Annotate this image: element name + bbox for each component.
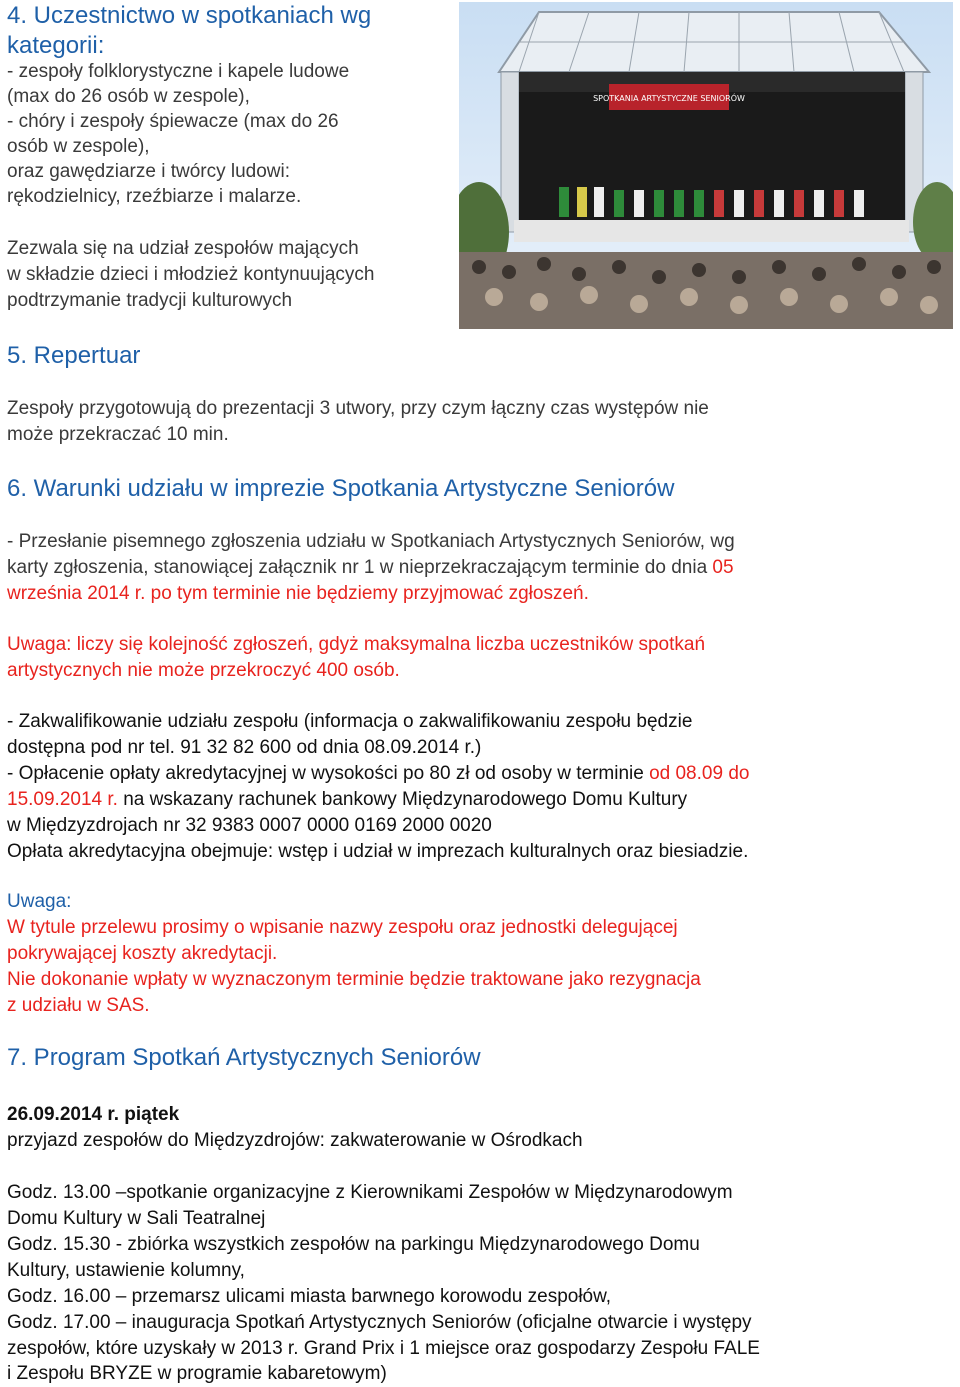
section4-line: oraz gawędziarze i twórcy ludowi: — [7, 161, 291, 182]
uwaga-title: Uwaga: — [7, 891, 72, 912]
bank-account-line: w Międzyzdrojach nr 32 9383 0007 0000 0169 2000 0020 — [7, 815, 492, 836]
section6-paragraph-line — [7, 787, 687, 813]
section6-heading: 6. Warunki udziału w imprezie Spotkania Artystyczne Seniorów — [7, 475, 675, 502]
section7-heading: 7. Program Spotkań Artystycznych Seniorów — [7, 1044, 481, 1071]
section4-note-line: podtrzymanie tradycji kulturowych — [7, 290, 293, 311]
uwaga-limit-line: Uwaga: liczy się kolejność zgłoszeń, gdyż maksymalna liczba uczestników spotkań — [7, 634, 706, 655]
section6-paragraph-line: Opłata akredytacyjna obejmuje: wstęp i udział w imprezach kulturalnych oraz biesiadzie. — [7, 841, 749, 862]
payment-period: od 08.09 do — [649, 763, 750, 784]
section4-line: (max do 26 osób w zespole), — [7, 86, 250, 107]
section5-line: może przekraczać 10 min. — [7, 424, 229, 445]
section4-line: - zespoły folklorystyczne i kapele ludowe — [7, 61, 350, 82]
section4-note-line: Zezwala się na udział zespołów mających — [7, 238, 359, 259]
concert-stage-photo — [459, 2, 953, 329]
section4-note-line: w składzie dzieci i młodzież kontynuujących — [7, 264, 375, 285]
uwaga-line: Nie dokonanie wpłaty w wyznaczonym terminie będzie traktowane jako rezygnacja — [7, 969, 701, 990]
deadline-warning: września 2014 r. po tym terminie nie będziemy przyjmować zgłoszeń. — [7, 583, 589, 604]
program-item: Godz. 13.00 –spotkanie organizacyjne z Kierownikami Zespołów w Międzynarodowym — [7, 1182, 733, 1203]
uwaga-line: z udziału w SAS. — [7, 995, 150, 1016]
uwaga-line: pokrywającej koszty akredytacji. — [7, 943, 278, 964]
section4-heading-line2: kategorii: — [7, 32, 105, 59]
program-item: Domu Kultury w Sali Teatralnej — [7, 1208, 266, 1229]
section6-paragraph-line: - Zakwalifikowanie udziału zespołu (informacja o zakwalifikowaniu zespołu będzie — [7, 711, 693, 732]
program-item: i Zespołu BRYZE w programie kabaretowym) — [7, 1363, 387, 1384]
section6-paragraph-line: - Przesłanie pisemnego zgłoszenia udziału w Spotkaniach Artystycznych Seniorów, wg — [7, 531, 735, 552]
text-span: - Opłacenie opłaty akredytacyjnej w wysokości po 80 zł od osoby w terminie — [7, 763, 650, 784]
uwaga-limit-line: artystycznych nie może przekroczyć 400 osób. — [7, 660, 400, 681]
section6-paragraph-line: dostępna pod nr tel. 91 32 82 600 od dnia 08.09.2014 r.) — [7, 737, 482, 758]
program-item: Godz. 17.00 – inauguracja Spotkań Artystycznych Seniorów (oficjalne otwarcie i występy — [7, 1312, 752, 1333]
section6-paragraph-line — [7, 761, 749, 787]
payment-period-end: 15.09.2014 r. — [7, 789, 118, 810]
deadline-day: 05 — [712, 557, 734, 578]
text-span: karty zgłoszenia, stanowiącej załącznik nr 1 w nieprzekraczającym terminie do dnia — [7, 557, 713, 578]
program-item: Godz. 15.30 - zbiórka wszystkich zespołów na parkingu Międzynarodowego Domu — [7, 1234, 700, 1255]
section4-line: rękodzielnicy, rzeźbiarze i malarze. — [7, 186, 302, 207]
text-span: na wskazany rachunek bankowy Międzynarodowego Domu Kultury — [117, 789, 688, 810]
uwaga-line: W tytule przelewu prosimy o wpisanie nazwy zespołu oraz jednostki delegującej — [7, 917, 678, 938]
section4-line: - chóry i zespoły śpiewacze (max do 26 — [7, 111, 339, 132]
section5-heading: 5. Repertuar — [7, 342, 141, 369]
program-date: 26.09.2014 r. piątek — [7, 1104, 180, 1125]
program-item: Kultury, ustawienie kolumny, — [7, 1260, 245, 1281]
section4-line: osób w zespole), — [7, 136, 150, 157]
program-arrival: przyjazd zespołów do Międzyzdrojów: zakwaterowanie w Ośrodkach — [7, 1130, 583, 1151]
program-item: Godz. 16.00 – przemarsz ulicami miasta barwnego korowodu zespołów, — [7, 1286, 612, 1307]
stage-banner-text: SPOTKANIA ARTYSTYCZNE SENIORÓW — [593, 94, 745, 103]
program-item: zespołów, które uzyskały w 2013 r. Grand Prix i 1 miejsce oraz gospodarzy Zespołu FALE — [7, 1338, 760, 1359]
section6-paragraph-line — [7, 555, 734, 581]
section4-heading-line1: 4. Uczestnictwo w spotkaniach wg — [7, 2, 372, 29]
section5-line: Zespoły przygotowują do prezentacji 3 utwory, przy czym łączny czas występów nie — [7, 398, 709, 419]
